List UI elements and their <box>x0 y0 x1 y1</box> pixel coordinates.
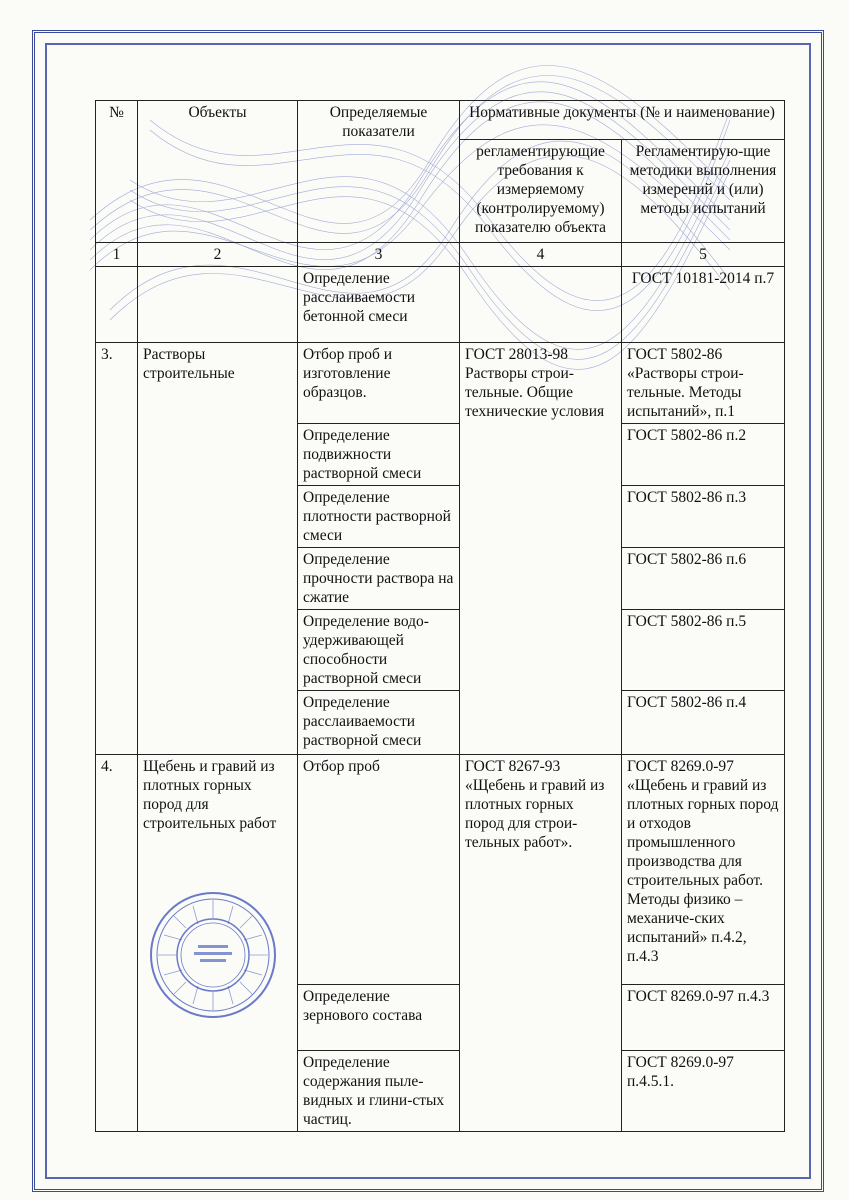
col-number: 4 <box>460 243 622 267</box>
method-cell: ГОСТ 10181-2014 п.7 <box>622 267 785 343</box>
method-cell: ГОСТ 5802-86 п.2 <box>622 424 785 486</box>
header-docs-requirements: регламентирующие требования к измеряемому (контролируемому) показателю объекта <box>460 140 622 243</box>
official-seal-stamp <box>148 890 278 1020</box>
cell-empty <box>460 267 622 343</box>
method-cell: ГОСТ 5802-86 п.6 <box>622 548 785 610</box>
object-name: Щебень и гравий из плотных горных пород для строительных работ <box>138 755 298 1132</box>
col-number: 5 <box>622 243 785 267</box>
cell-empty <box>96 267 138 343</box>
header-indicators: Определяемые показатели <box>298 101 460 243</box>
header-no: № <box>96 101 138 243</box>
header-docs: Нормативные документы (№ и наименование) <box>460 101 785 140</box>
method-cell: ГОСТ 8269.0-97 п.4.3 <box>622 985 785 1051</box>
col-number: 2 <box>138 243 298 267</box>
section-number: 4. <box>96 755 138 1132</box>
indicator-cell: Определение прочности раствора на сжатие <box>298 548 460 610</box>
method-cell: ГОСТ 8269.0-97 п.4.5.1. <box>622 1051 785 1132</box>
col-number: 3 <box>298 243 460 267</box>
indicator-cell: Определение подвижности растворной смеси <box>298 424 460 486</box>
indicator-cell: Определение зернового состава <box>298 985 460 1051</box>
method-cell: ГОСТ 5802-86 п.5 <box>622 610 785 691</box>
indicator-cell: Отбор проб <box>298 755 460 985</box>
indicator-cell: Определение водо-удерживающей способности растворной смеси <box>298 610 460 691</box>
requirement-doc: ГОСТ 28013-98 Растворы строи-тельные. Общие технические условия <box>460 343 622 755</box>
indicator-cell: Определение расслаиваемости бетонной смеси <box>298 267 460 343</box>
col-number: 1 <box>96 243 138 267</box>
object-name: Растворы строительные <box>138 343 298 755</box>
indicator-cell: Определение содержания пыле-видных и глини-стых частиц. <box>298 1051 460 1132</box>
method-cell: ГОСТ 5802-86 «Растворы строи-тельные. Методы испытаний», п.1 <box>622 343 785 424</box>
method-cell: ГОСТ 5802-86 п.3 <box>622 486 785 548</box>
header-objects: Объекты <box>138 101 298 243</box>
cell-empty <box>138 267 298 343</box>
section-number: 3. <box>96 343 138 755</box>
header-docs-methods: Регламентирую-щие методики выполнения измерений и (или) методы испытаний <box>622 140 785 243</box>
method-cell: ГОСТ 8269.0-97 «Щебень и гравий из плотных горных пород и отходов промышленного производства для строительных работ. Методы физико – механиче-ских испытаний» п.4.2, п.4.3 <box>622 755 785 985</box>
indicator-cell: Определение расслаиваемости растворной смеси <box>298 691 460 755</box>
requirement-doc: ГОСТ 8267-93 «Щебень и гравий из плотных горных пород для строи-тельных работ». <box>460 755 622 1132</box>
method-cell: ГОСТ 5802-86 п.4 <box>622 691 785 755</box>
indicator-cell: Определение плотности растворной смеси <box>298 486 460 548</box>
indicator-cell: Отбор проб и изготовление образцов. <box>298 343 460 424</box>
